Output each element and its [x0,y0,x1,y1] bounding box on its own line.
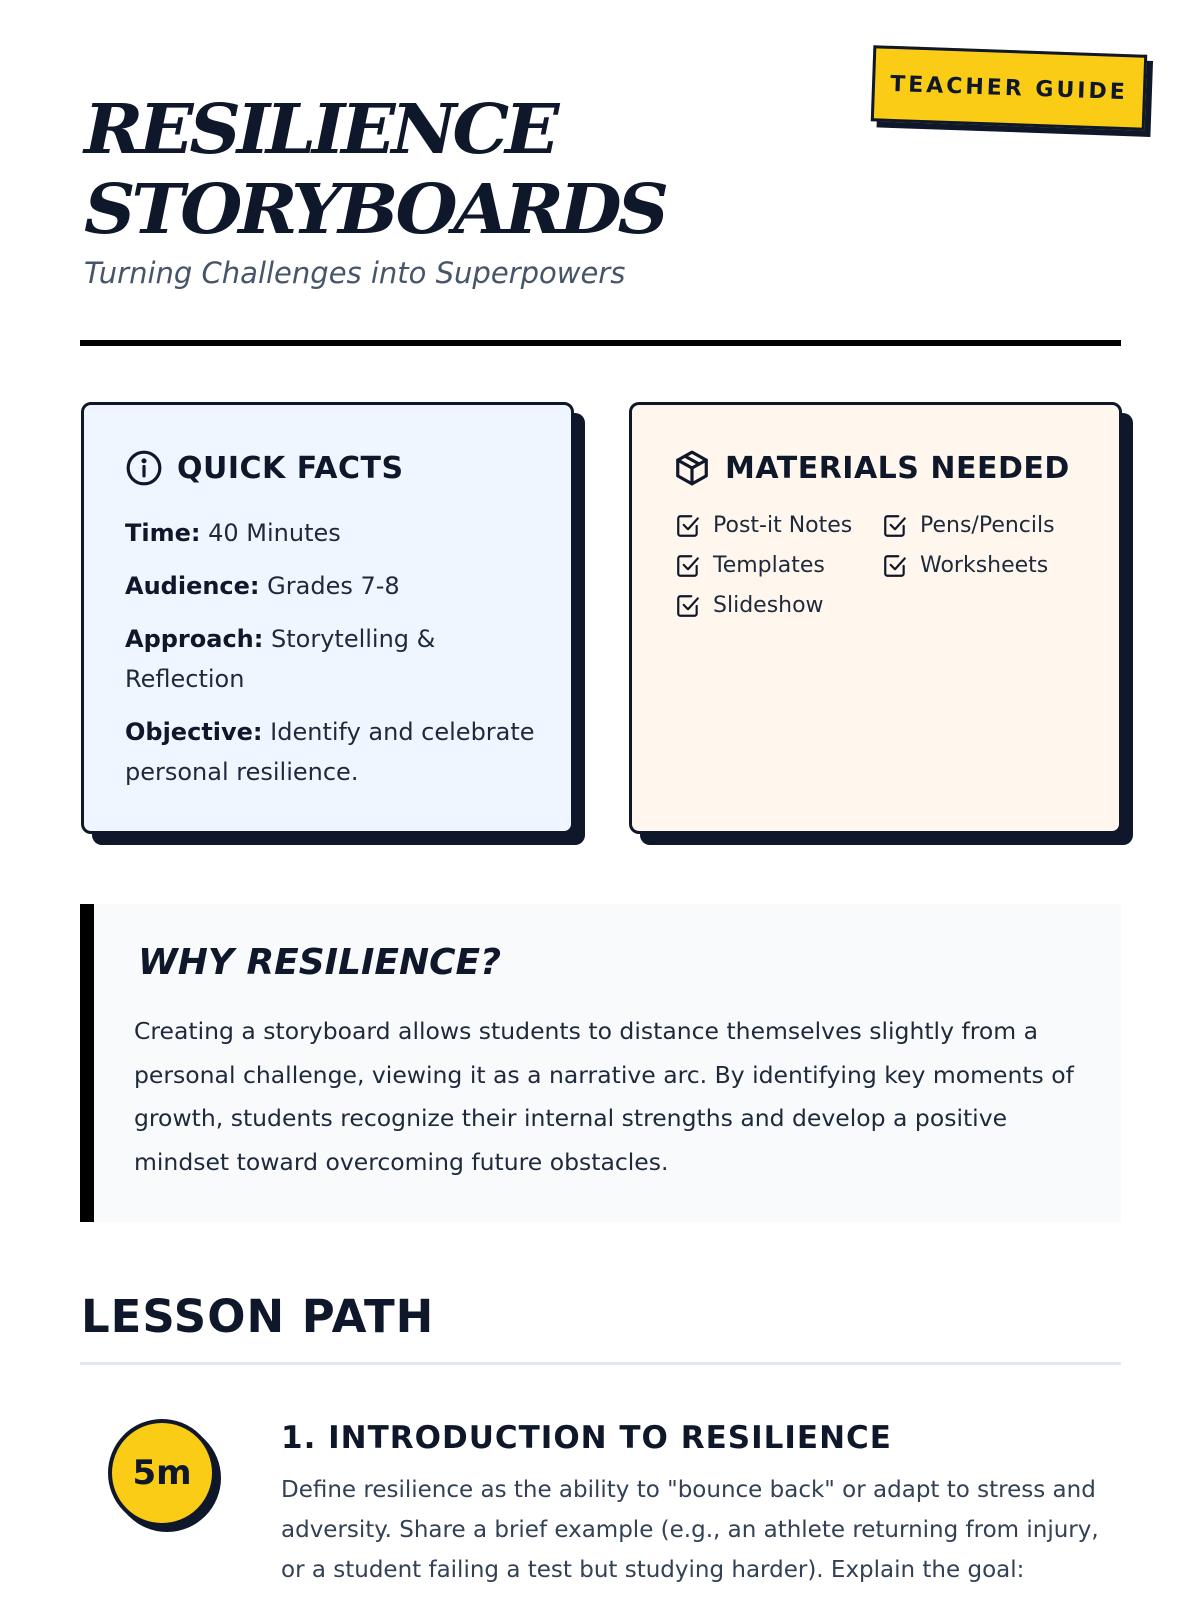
why-resilience-callout [80,904,1121,1222]
material-label: Slideshow [713,593,824,618]
fact-value: Grades 7-8 [267,572,400,600]
material-item [675,511,882,541]
fact-label: Objective: [125,718,263,746]
fact-value: 40 Minutes [208,519,341,547]
material-label: Post-it Notes [713,513,853,538]
why-resilience-body: Creating a storyboard allows students to distance themselves slightly from a personal challenge, viewing it as a narrative arc. By identifying key moments of growth, students recognize their internal strengths and develop a positive mindset toward overcoming future obstacles. [134,1017,1074,1176]
checkbox-checked-icon [882,513,908,539]
checkbox-checked-icon [882,553,908,579]
quick-facts-list [125,513,545,805]
materials-card [629,402,1122,834]
materials-list [675,511,1095,621]
fact-label: Time: [125,519,201,547]
title-line-1: RESILIENCE [84,90,556,170]
header-divider [80,340,1121,346]
step-title: 1. INTRODUCTION TO RESILIENCE [281,1420,892,1456]
checkbox-checked-icon [675,513,701,539]
materials-heading [673,449,1070,487]
page-subtitle: Turning Challenges into Superpowers [84,256,626,290]
material-label: Worksheets [920,553,1049,578]
material-item [675,591,882,621]
teacher-guide-badge-wrap [871,45,1147,131]
title-line-2: STORYBOARDS [84,170,665,250]
checkbox-checked-icon [675,593,701,619]
fact-label: Audience: [125,572,260,600]
quick-facts-title: QUICK FACTS [177,450,404,486]
quick-facts-heading [125,449,404,487]
step-description: Define resilience as the ability to "bounce back" or adapt to stress and adversity. Share a brief example (e.g., an athlete returning from injury, or a student failing a test but studying harder). Explain the goal: [281,1477,1099,1583]
why-resilience-heading: WHY RESILIENCE? [138,942,502,983]
quick-facts-card [81,402,574,834]
lesson-path-heading: LESSON PATH [81,1290,435,1343]
package-icon [673,449,711,487]
info-icon [125,449,163,487]
fact-value: Identify and celebrate personal resilience. [125,718,535,786]
material-label: Templates [713,553,825,578]
fact-value: Storytelling & Reflection [125,625,436,693]
step-duration-badge: 5m [108,1419,216,1527]
material-item [882,511,1089,541]
teacher-guide-badge: TEACHER GUIDE [871,45,1147,131]
fact-approach [125,619,545,699]
fact-audience [125,566,545,606]
page-title [84,90,665,250]
material-item [675,551,882,581]
fact-time [125,513,545,553]
materials-title: MATERIALS NEEDED [725,450,1070,486]
material-item [882,551,1089,581]
material-label: Pens/Pencils [920,513,1055,538]
checkbox-checked-icon [675,553,701,579]
lesson-path-divider [80,1362,1121,1365]
fact-objective [125,712,545,792]
fact-label: Approach: [125,625,264,653]
